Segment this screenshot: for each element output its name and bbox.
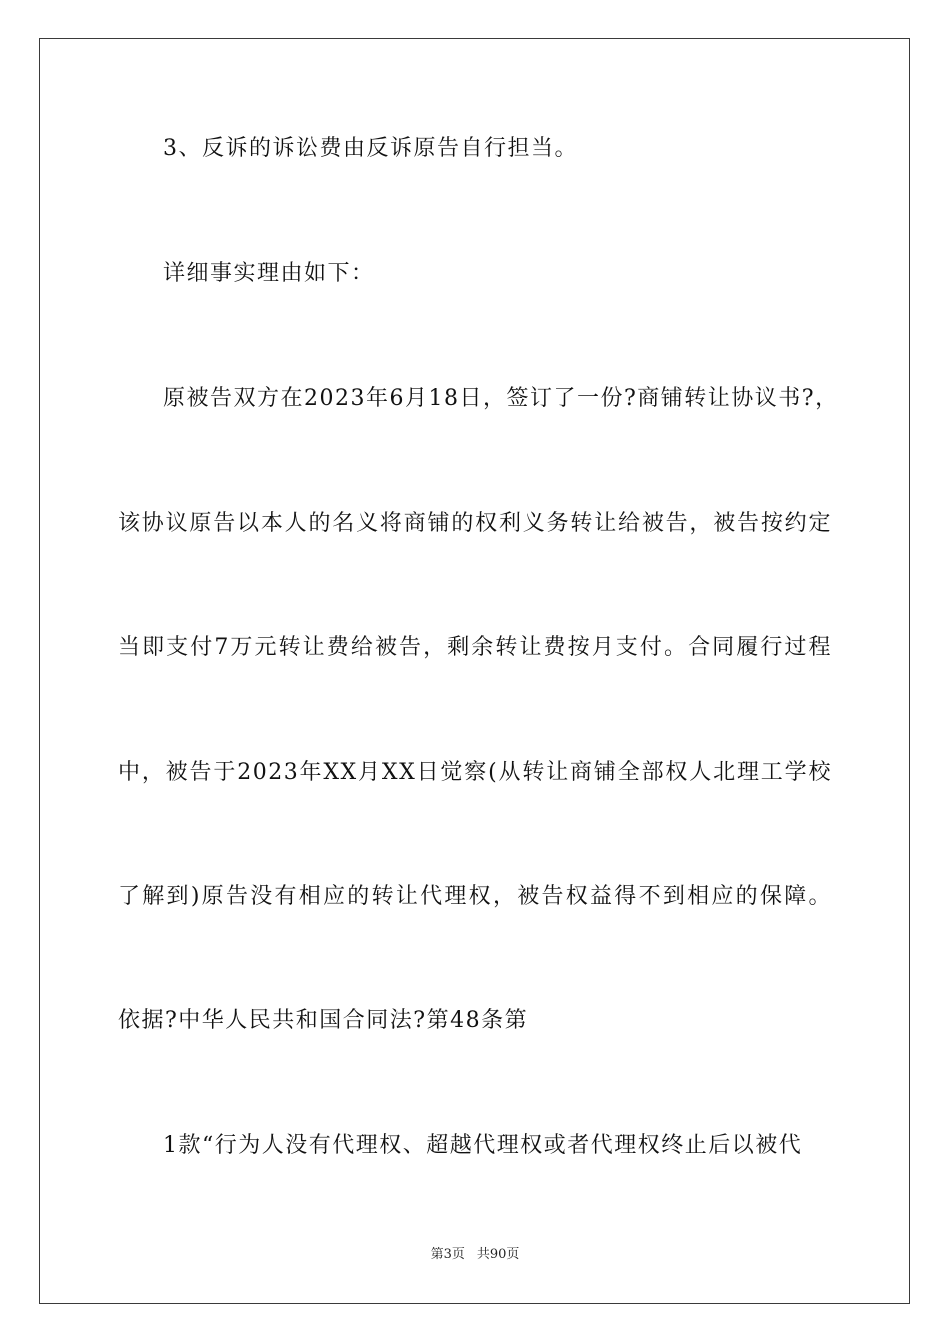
page-total: 共90页 — [476, 1247, 520, 1262]
paragraph-line-1: 3、反诉的诉讼费由反诉原告自行担当。 — [163, 136, 578, 161]
paragraph-line-9: 1款“行为人没有代理权、超越代理权或者代理权终止后以被代 — [163, 1133, 803, 1158]
paragraph-line-4: 该协议原告以本人的名义将商铺的权利义务转让给被告，被告按约定 — [118, 511, 832, 536]
paragraph-line-8: 依据?中华人民共和国合同法?第48条第 — [118, 1008, 529, 1033]
paragraph-line-6: 中，被告于2023年XX月XX日觉察(从转让商铺全部权人北理工学校 — [118, 760, 832, 785]
page-border — [39, 38, 910, 1304]
page-number: 第3页 — [430, 1247, 465, 1262]
page-footer — [0, 1246, 950, 1264]
paragraph-line-2: 详细事实理由如下： — [163, 261, 375, 286]
paragraph-line-3: 原被告双方在2023年6月18日，签订了一份?商铺转让协议书?， — [163, 386, 839, 411]
paragraph-line-5: 当即支付7万元转让费给被告，剩余转让费按月支付。合同履行过程 — [118, 635, 832, 660]
paragraph-line-7: 了解到)原告没有相应的转让代理权，被告权益得不到相应的保障。 — [118, 884, 832, 909]
